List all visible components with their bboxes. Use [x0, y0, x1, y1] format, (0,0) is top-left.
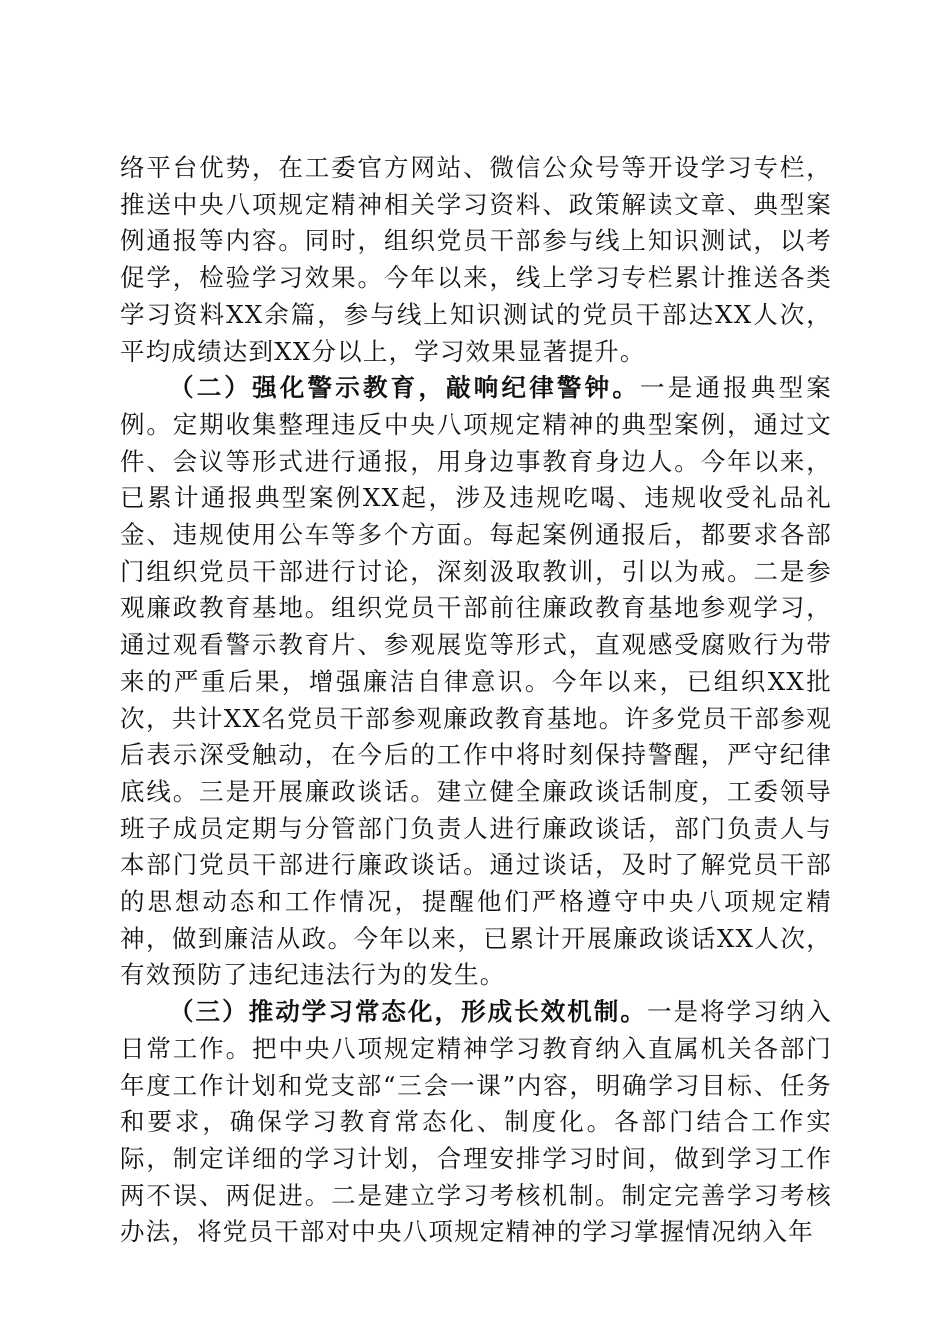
paragraph-body: 一是将学习纳入日常工作。把中央八项规定精神学习教育纳入直属机关各部门年度工作计划和党支部“三会一课”内容，明确学习目标、任务和要求，确保学习教育常态化、制度化。各部门结合工作实际，制定详细的学习计划，合理安排学习时间，做到学习工作两不误、两促进。二是建立学习考核机制。制定完善学习考核办法，将党员干部对中央八项规定精神的学习掌握情况纳入年: [120, 997, 832, 1247]
section-heading: （三）推动学习常态化，形成长效机制。: [169, 997, 647, 1027]
paragraph-body: 络平台优势，在工委官方网站、微信公众号等开设学习专栏，推送中央八项规定精神相关学习资料、政策解读文章、典型案例通报等内容。同时，组织党员干部参与线上知识测试，以考促学，检验学习效果。今年以来，线上学习专栏累计推送各类学习资料XX余篇，参与线上知识测试的党员干部达XX人次，平均成绩达到XX分以上，学习效果显著提升。: [120, 153, 832, 366]
paragraph-online-learning: [120, 150, 832, 370]
paragraph-regular-learning: [120, 994, 832, 1251]
paragraph-body: 一是通报典型案例。定期收集整理违反中央八项规定精神的典型案例，通过文件、会议等形式进行通报，用身边事教育身边人。今年以来，已累计通报典型案例XX起，涉及违规吃喝、违规收受礼品礼金、违规使用公车等多个方面。每起案例通报后，都要求各部门组织党员干部进行讨论，深刻汲取教训，引以为戒。二是参观廉政教育基地。组织党员干部前往廉政教育基地参观学习，通过观看警示教育片、参观展览等形式，直观感受腐败行为带来的严重后果，增强廉洁自律意识。今年以来，已组织XX批次，共计XX名党员干部参观廉政教育基地。许多党员干部参观后表示深受触动，在今后的工作中将时刻保持警醒，严守纪律底线。三是开展廉政谈话。建立健全廉政谈话制度，工委领导班子成员定期与分管部门负责人进行廉政谈话，部门负责人与本部门党员干部进行廉政谈话。通过谈话，及时了解党员干部的思想动态和工作情况，提醒他们严格遵守中央八项规定精神，做到廉洁从政。今年以来，已累计开展廉政谈话XX人次，有效预防了违纪违法行为的发生。: [120, 373, 832, 990]
document-page: [120, 150, 832, 1251]
paragraph-warning-education: [120, 370, 832, 994]
section-heading: （二）强化警示教育，敲响纪律警钟。: [169, 373, 641, 403]
